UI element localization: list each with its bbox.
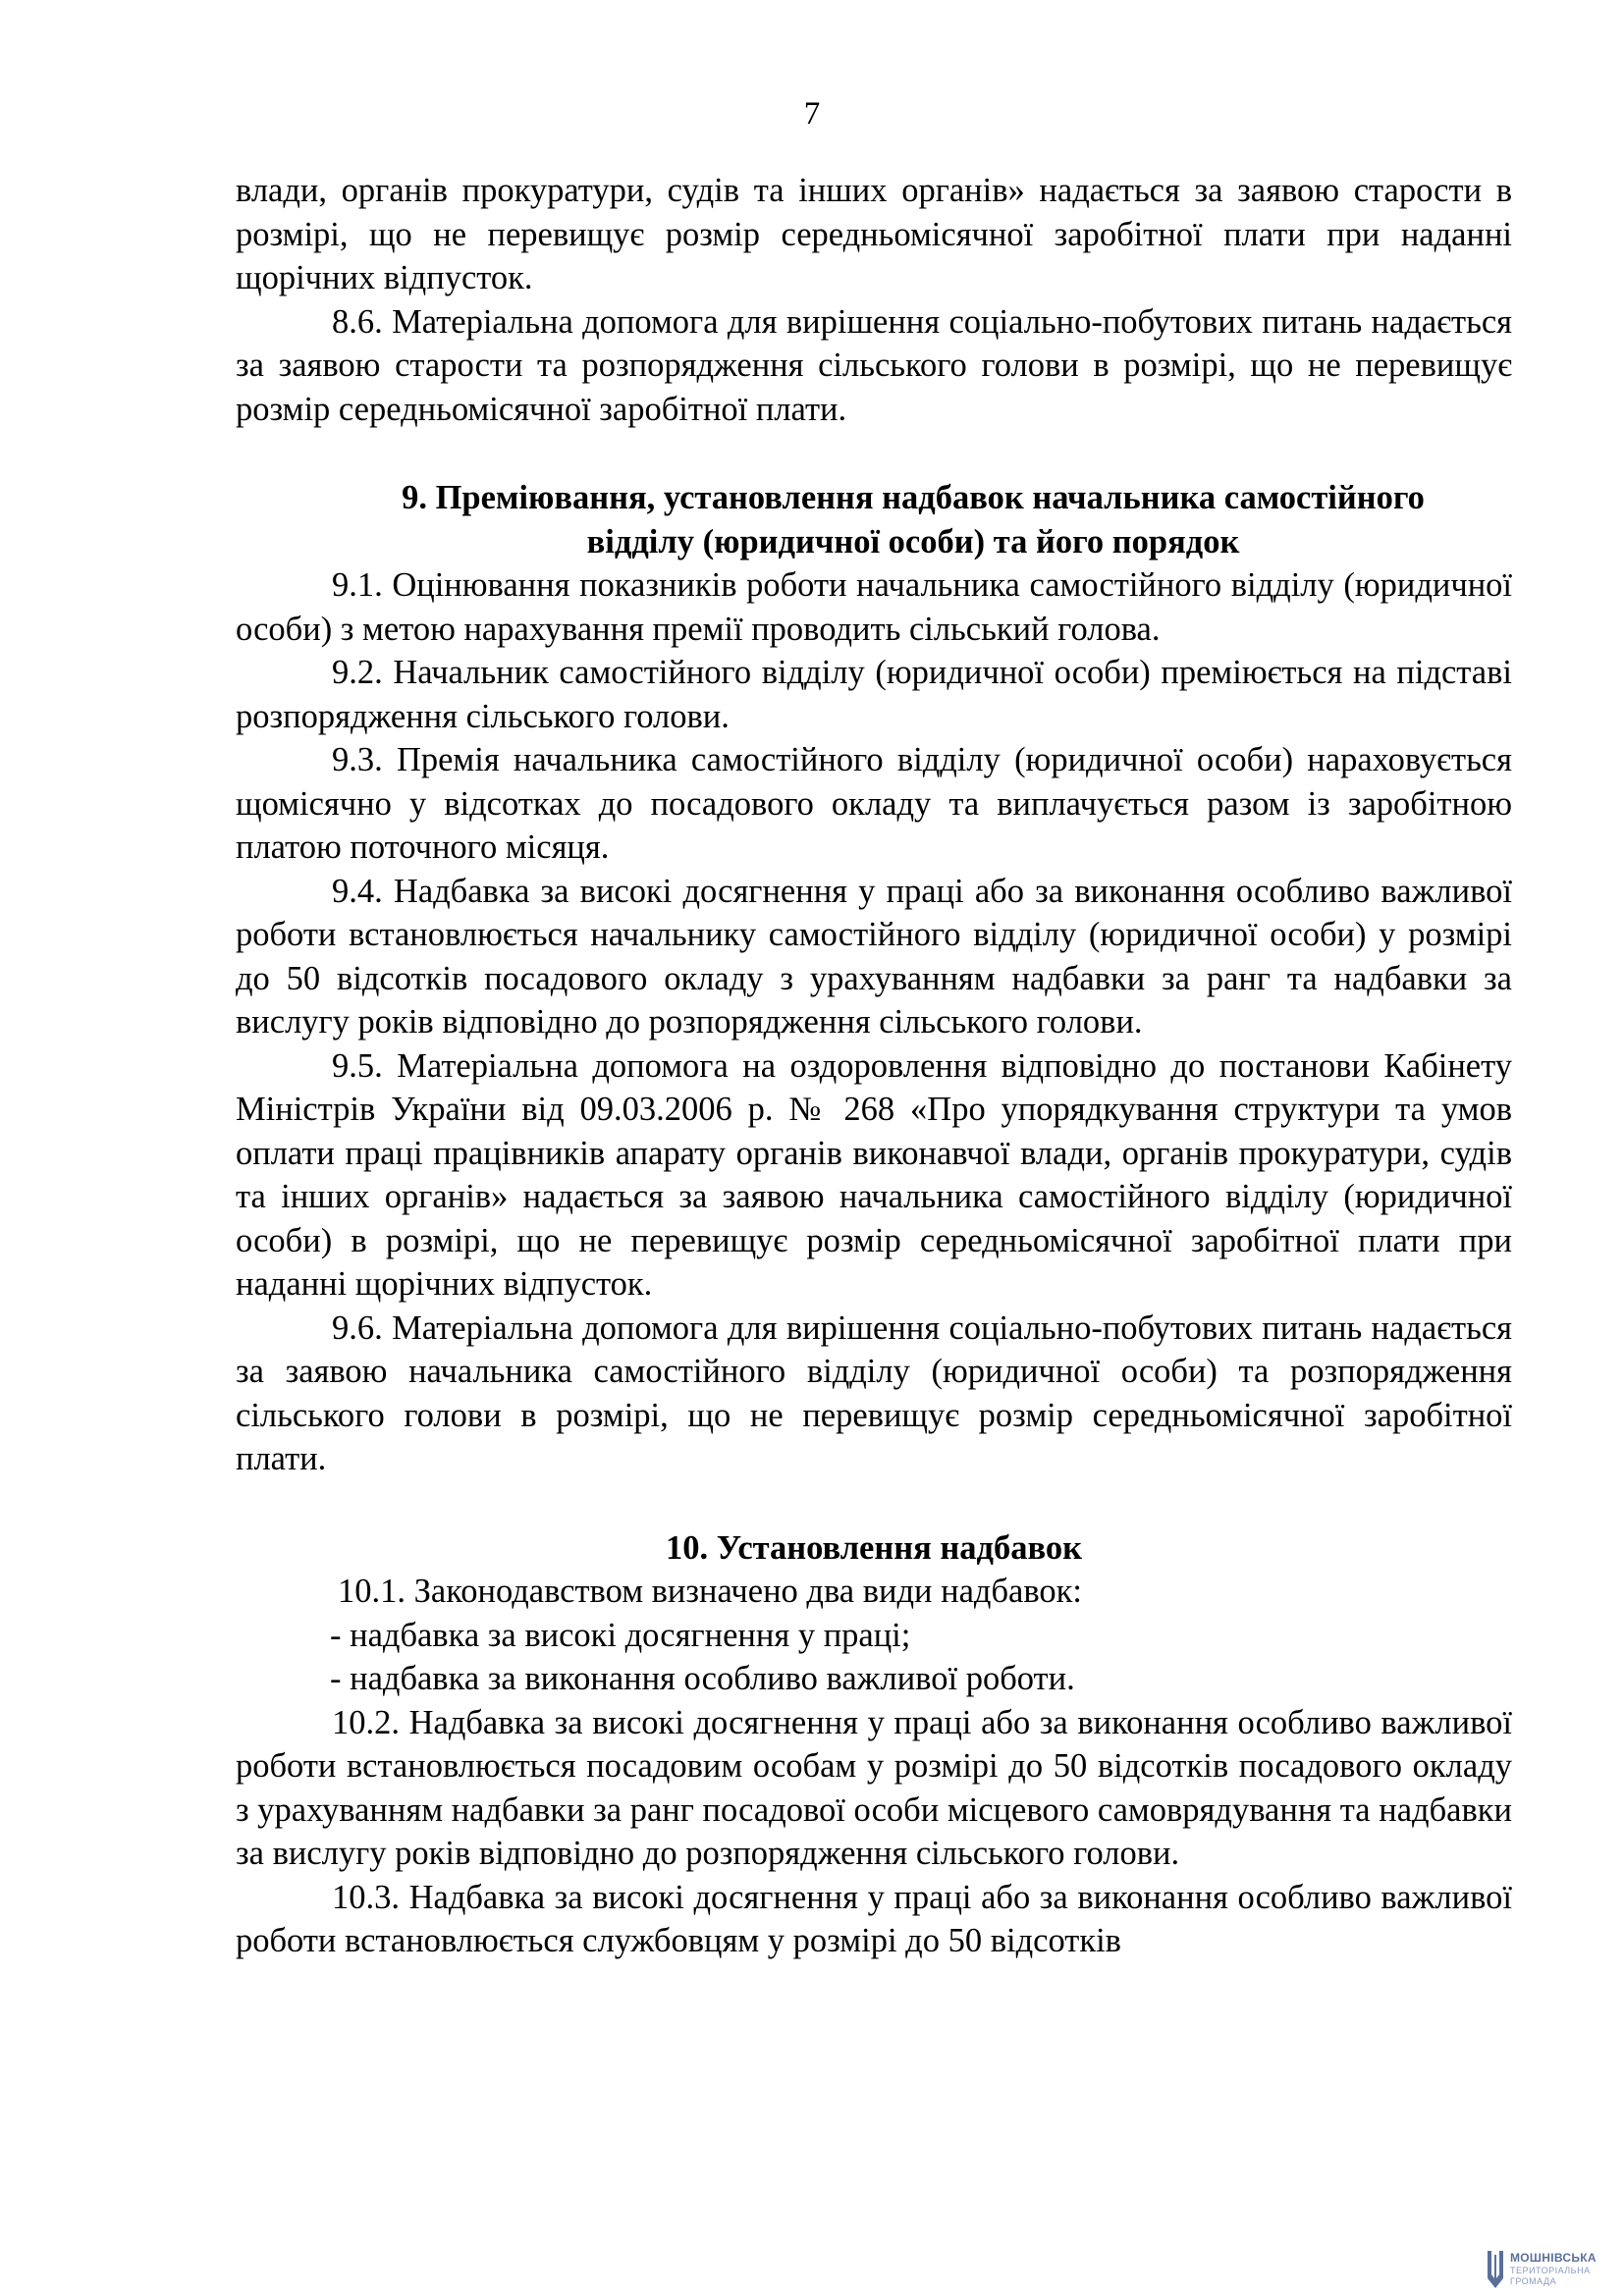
paragraph-continuation: влади, органів прокуратури, судів та інших органів» надається за заявою старости в розмірі, що не перевищує розмір середньомісячної заробітної плати при наданні щорічних відпусток. xyxy=(236,172,1512,296)
paragraph-10-3: 10.3. Надбавка за високі досягнення у праці або за виконання особливо важливої роботи встановлюється службовцям у розмірі до 50 відсотків xyxy=(236,1878,1512,1959)
section-heading-9-line-2: відділу (юридичної особи) та його порядок xyxy=(586,522,1240,561)
trident-emblem-icon xyxy=(1485,2249,1506,2292)
paragraph-10-2: 10.2. Надбавка за високі досягнення у праці або за виконання особливо важливої роботи встановлюється посадовим особам у розмірі до 50 відсотків посадового окладу з урахуванням надбавки за ранг посадової особи місцевого самоврядування та надбавки за вислугу років відповідно до розпорядження сільського голови. xyxy=(236,1703,1512,1872)
section-heading-9-line-1: 9. Преміювання, установлення надбавок начальника самостійного xyxy=(402,479,1425,516)
paragraph-9-4: 9.4. Надбавка за високі досягнення у праці або за виконання особливо важливої роботи встановлюється начальнику самостійного відділу (юридичної особи) у розмірі до 50 відсотків посадового окладу з урахуванням надбавки за ранг та надбавки за вислугу років відповідно до розпорядження сільського голови. xyxy=(236,872,1512,1041)
paragraph-10-1: 10.1. Законодавством визначено два види надбавок: xyxy=(338,1573,1082,1610)
list-item-bonus-important-work: - надбавка за виконання особливо важливої роботи. xyxy=(330,1660,1075,1697)
community-logo xyxy=(1485,2249,1624,2296)
paragraph-9-6: 9.6. Матеріальна допомога для вирішення соціально-побутових питань надається за заявою начальника самостійного відділу (юридичної особи) та розпорядження сільського голови в розмірі, що не перевищує розмір середньомісячної заробітної плати. xyxy=(236,1308,1512,1477)
section-heading-10: 10. Установлення надбавок xyxy=(665,1528,1083,1567)
logo-text-territorial: ТЕРИТОРІАЛЬНА xyxy=(1510,2266,1591,2275)
logo-text-community: МОШНІВСЬКА xyxy=(1510,2251,1597,2265)
paragraph-9-5: 9.5. Матеріальна допомога на оздоровлення відповідно до постанови Кабінету Міністрів України від 09.03.2006 р. № 268 «Про упорядкування структури та умов оплати праці працівників апарату органів виконавчої влади, органів прокуратури, судів та інших органів» надається за заявою начальника самостійного відділу (юридичної особи) в розмірі, що не перевищує розмір середньомісячної заробітної плати при наданні щорічних відпусток. xyxy=(236,1046,1512,1303)
paragraph-9-3: 9.3. Премія начальника самостійного відділу (юридичної особи) нараховується щомісячно у відсотках до посадового окладу та виплачується разом із заробітною платою поточного місяця. xyxy=(236,741,1512,866)
logo-text-hromada: ГРОМАДА xyxy=(1510,2276,1557,2286)
page-number: 7 xyxy=(803,96,821,132)
paragraph-9-2: 9.2. Начальник самостійного відділу (юридичної особи) преміюється на підставі розпорядження сільського голови. xyxy=(236,654,1512,735)
document-body xyxy=(236,169,1512,1963)
paragraph-9-1: 9.1. Оцінювання показників роботи начальника самостійного відділу (юридичної особи) з метою нарахування премії проводить сільський голова. xyxy=(236,566,1512,648)
paragraph-8-6: 8.6. Матеріальна допомога для вирішення соціально-побутових питань надається за заявою старости та розпорядження сільського голови в розмірі, що не перевищує розмір середньомісячної заробітної плати. xyxy=(236,302,1512,428)
section-heading-9 xyxy=(236,476,1512,563)
list-item-bonus-achievements: - надбавка за високі досягнення у праці; xyxy=(330,1616,911,1654)
